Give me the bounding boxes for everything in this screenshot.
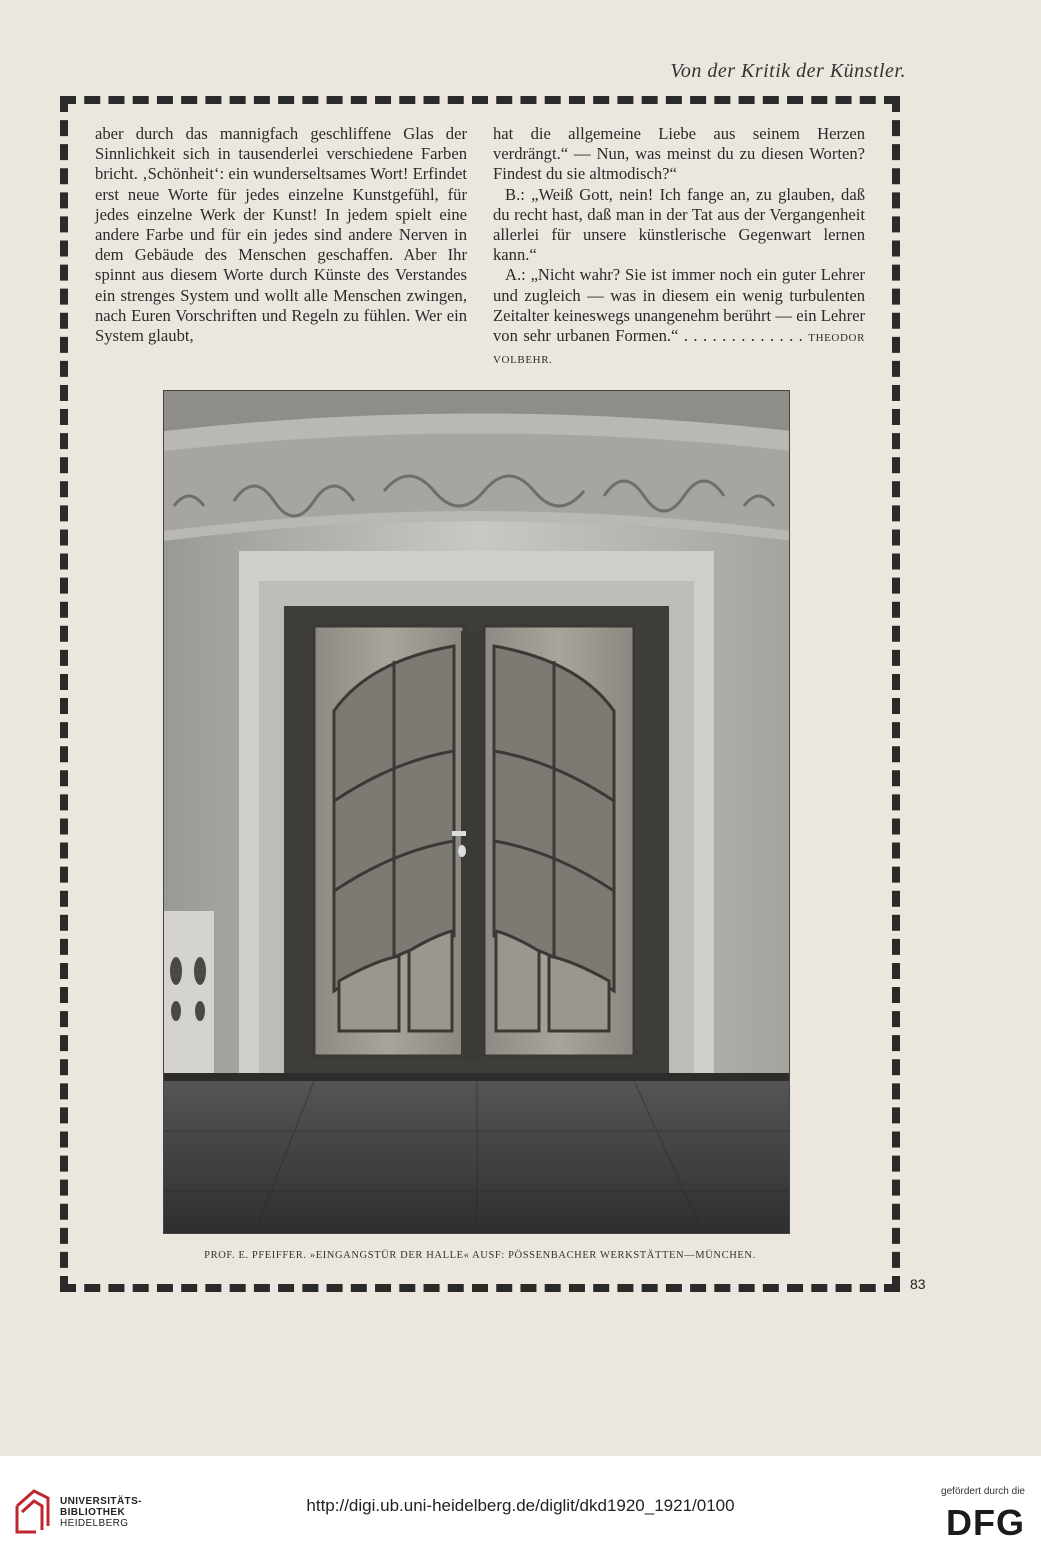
institution-line-1: UNIVERSITÄTS- xyxy=(60,1496,142,1507)
right-paragraph-3-text: A.: „Nicht wahr? Sie ist immer noch ein guter Lehrer und zugleich — was in diesem ein wenig turbulenten Zeitalter keineswegs unangenehm berührt — ein Lehrer von sehr urbanen Formen.“ . . . . . . . . . . . . . xyxy=(493,265,865,346)
figure-caption: PROF. E. PFEIFFER. »EINGANGSTÜR DER HALLE« AUSF: PÖSSENBACHER WERKSTÄTTEN—MÜNCHEN. xyxy=(204,1250,756,1261)
right-paragraph-1: hat die allgemeine Liebe aus seinem Herzen verdrängt.“ — Nun, was meinst du zu diesen Worten? Findest du sie altmodisch?“ xyxy=(493,124,865,184)
left-column xyxy=(95,124,467,346)
text-columns xyxy=(95,124,865,374)
author-signature: THEODOR VOLBEHR. xyxy=(493,332,866,367)
institution-line-2: BIBLIOTHEK xyxy=(60,1507,126,1518)
running-title: Von der Kritik der Künstler. xyxy=(670,60,906,82)
door-illustration xyxy=(164,391,790,1234)
right-paragraph-3 xyxy=(493,265,865,370)
door-photograph xyxy=(163,390,790,1234)
digitization-footer xyxy=(0,1456,1041,1551)
left-paragraph: aber durch das mannigfach geschliffene Glas der Sinnlichkeit sich in tausenderlei verschiedene Farben bricht. ‚Schönheit‘: ein wunderseltsames Wort! Erfindet erst neue Worte für jedes einzelne Kunstgefühl, für jedes einzelne Werk der Kunst! In jedem spielt eine andere Farbe und für ein jedes sind andere Nerven in dem Gebäude des Menschen geschaffen. Aber Ihr spinnt aus diesem Worte durch Künste des Verstandes ein strenges System und wollt alle Menschen zwingen, nach Euren Vorschriften und Regeln zu fühlen. Wer ein System glaubt, xyxy=(95,124,467,346)
right-paragraph-2: B.: „Weiß Gott, nein! Ich fange an, zu glauben, daß du recht hast, daß man in der Tat aus der Vergangenheit allerlei für unsere künstlerische Gegenwart lernen kann.“ xyxy=(493,184,865,265)
digitization-url-link[interactable]: http://digi.ub.uni-heidelberg.de/diglit/dkd1920_1921/0100 xyxy=(306,1496,735,1515)
page-number: 83 xyxy=(910,1276,926,1292)
right-column xyxy=(493,124,865,370)
funded-by-label: gefördert durch die xyxy=(941,1486,1025,1497)
institution-line-3: HEIDELBERG xyxy=(60,1518,129,1529)
dfg-logo: DFG xyxy=(946,1502,1025,1543)
